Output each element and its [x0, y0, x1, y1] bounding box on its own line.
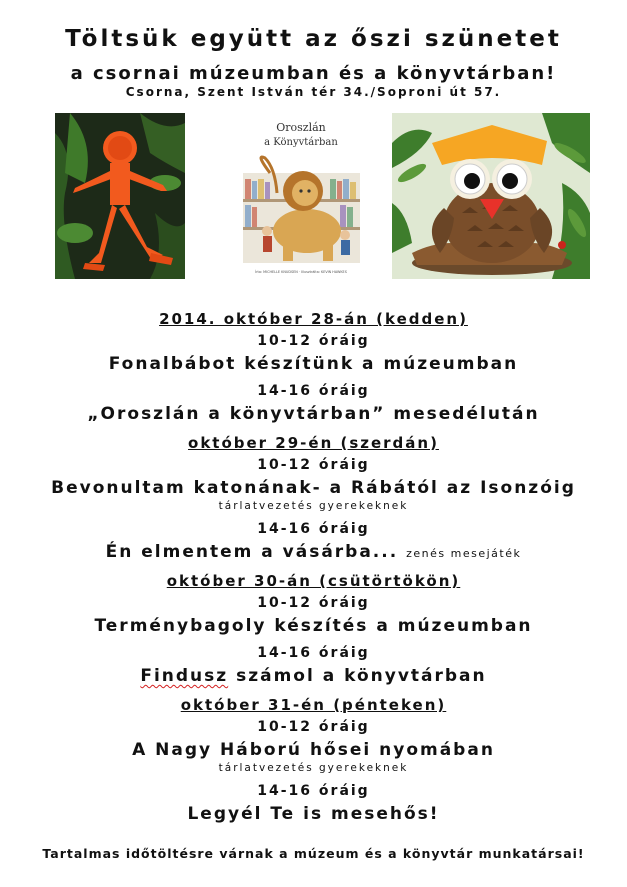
poster-title: Töltsük együtt az őszi szünetet: [65, 26, 562, 52]
address-line: Csorna, Szent István tér 34./Soproni út 57.: [125, 85, 502, 99]
slot-time: 10-12 óráig: [257, 719, 370, 735]
pinecone-owl-photo: [392, 113, 590, 279]
pinecone-owl-illustration: [392, 113, 590, 279]
day-date: október 30-án (csütörtökön): [166, 572, 461, 590]
slot-event-title: Én elmentem a vásárba...: [105, 542, 399, 562]
poster-subtitle: a csornai múzeumban és a könyvtárban!: [70, 63, 557, 84]
yarn-doll-photo: [55, 113, 185, 279]
book-title-line1: Oroszlán: [276, 121, 326, 134]
slot-event: Legyél Te is mesehős!: [187, 804, 440, 824]
book-cover: [235, 113, 368, 279]
slot-time: 10-12 óráig: [257, 333, 370, 349]
book-cover-illustration: [235, 113, 368, 279]
slot-event-rest: számol a könyvtárban: [236, 666, 487, 686]
book-credits: Írta: MICHELLE KNUDSEN · Illusztrálta: KEVIN HAWKES: [255, 270, 347, 274]
yarn-doll-illustration: [55, 113, 185, 279]
slot-event: Bevonultam katonának- a Rábától az Isonzóig: [51, 478, 576, 498]
poster-footer: Tartalmas időtöltésre várnak a múzeum és a könyvtár munkatársai!: [42, 846, 585, 861]
slot-event: Fonalbábot készítünk a múzeumban: [108, 354, 519, 374]
slot-event: Terménybagoly készítés a múzeumban: [94, 616, 533, 636]
day-date: október 31-én (pénteken): [180, 696, 447, 714]
slot-subtitle: tárlatvezetés gyerekeknek: [218, 762, 409, 774]
slot-time: 10-12 óráig: [257, 457, 370, 473]
slot-time: 14-16 óráig: [257, 783, 370, 799]
slot-subtitle: tárlatvezetés gyerekeknek: [218, 500, 409, 512]
slot-event: „Oroszlán a könyvtárban” mesedélután: [87, 404, 540, 424]
slot-time: 14-16 óráig: [257, 383, 370, 399]
day-date: október 29-én (szerdán): [188, 434, 439, 452]
book-title-line2: a Könyvtárban: [264, 137, 338, 148]
slot-event: [0, 664, 627, 688]
day-date: 2014. október 28-án (kedden): [159, 310, 468, 328]
slot-event: [0, 540, 627, 564]
slot-event: A Nagy Háború hősei nyomában: [132, 740, 495, 760]
slot-time: 14-16 óráig: [257, 645, 370, 661]
slot-event-marked-word: Findusz: [140, 666, 229, 686]
slot-event-inline-subtitle: zenés mesejáték: [406, 547, 522, 560]
slot-time: 14-16 óráig: [257, 521, 370, 537]
program-schedule: [0, 302, 627, 826]
slot-time: 10-12 óráig: [257, 595, 370, 611]
